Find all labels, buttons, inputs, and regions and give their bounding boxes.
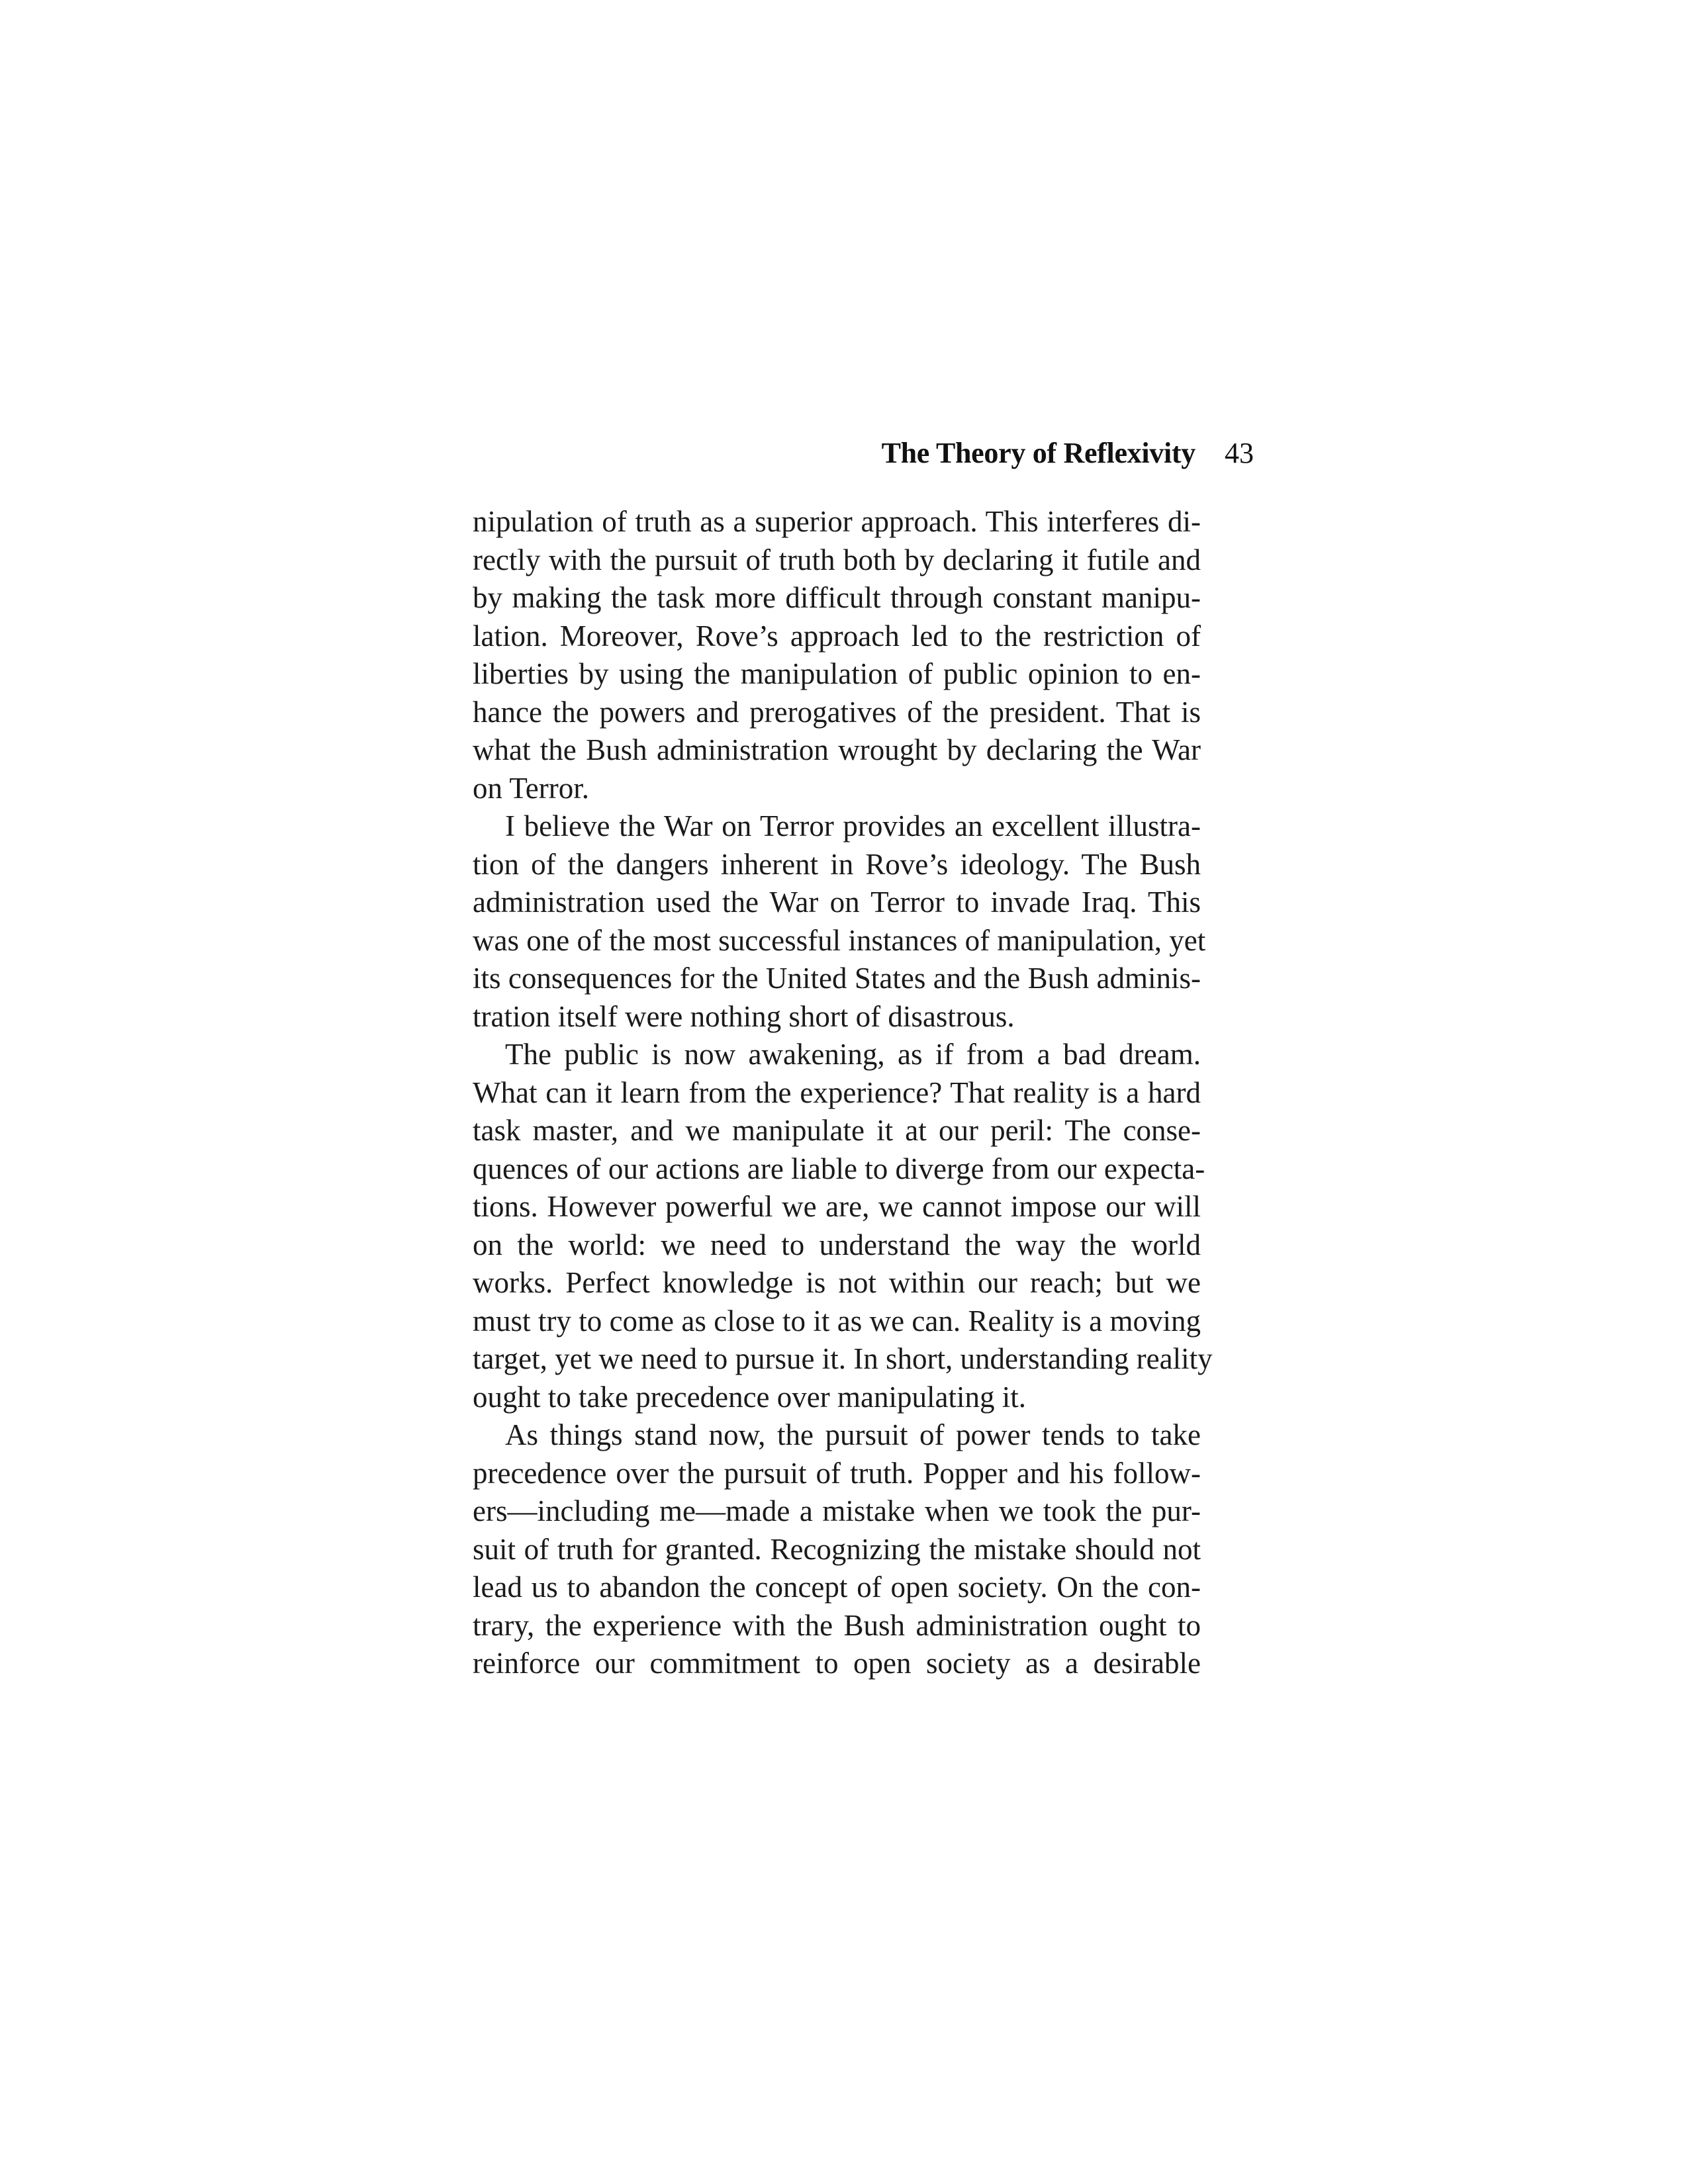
text-line: by making the task more difficult through constant manipu- xyxy=(473,581,1201,614)
text-line: was one of the most successful instances of manipulation, yet xyxy=(473,923,1206,957)
text-line: tration itself were nothing short of disastrous. xyxy=(473,999,1015,1033)
text-line: nipulation of truth as a superior approach. This interferes di- xyxy=(473,505,1201,538)
text-line: administration used the War on Terror to invade Iraq. This xyxy=(473,886,1201,919)
text-line: quences of our actions are liable to diverge from our expecta- xyxy=(473,1152,1205,1185)
text-line: What can it learn from the experience? That reality is a hard xyxy=(473,1075,1201,1109)
text-line: hance the powers and prerogatives of the president. That is xyxy=(473,695,1201,729)
text-line: tions. However powerful we are, we cannot impose our will xyxy=(473,1190,1201,1223)
text-line: rectly with the pursuit of truth both by declaring it futile and xyxy=(473,543,1201,576)
text-line: what the Bush administration wrought by declaring the War xyxy=(473,733,1201,766)
text-line: on the world: we need to understand the way the world xyxy=(473,1228,1201,1261)
text-line: on Terror. xyxy=(473,771,589,805)
text-line: task master, and we manipulate it at our peril: The conse- xyxy=(473,1114,1201,1147)
text-line: lead us to abandon the concept of open society. On the con- xyxy=(473,1570,1201,1604)
text-line: tion of the dangers inherent in Rove’s ideology. The Bush xyxy=(473,847,1201,881)
text-line: its consequences for the United States and the Bush adminis- xyxy=(473,962,1201,995)
text-line: reinforce our commitment to open society as a desirable xyxy=(473,1647,1201,1680)
text-line: The public is now awakening, as if from a bad dream. xyxy=(505,1038,1201,1071)
text-line: target, yet we need to pursue it. In short, understanding reality xyxy=(473,1342,1213,1375)
text-line: precedence over the pursuit of truth. Popper and his follow- xyxy=(473,1456,1201,1490)
text-line: ought to take precedence over manipulating it. xyxy=(473,1380,1026,1414)
text-line: As things stand now, the pursuit of power tends to take xyxy=(505,1418,1201,1451)
text-line: suit of truth for granted. Recognizing the mistake should not xyxy=(473,1532,1201,1566)
running-title: The Theory of Reflexivity xyxy=(881,437,1196,469)
text-line: lation. Moreover, Rove’s approach led to the restriction of xyxy=(473,619,1201,653)
running-head xyxy=(473,430,1254,477)
text-line: works. Perfect knowledge is not within our reach; but we xyxy=(473,1266,1201,1299)
page-number: 43 xyxy=(1225,437,1254,469)
text-line: ers—including me—made a mistake when we took the pur- xyxy=(473,1494,1201,1527)
body-text xyxy=(473,503,1213,1683)
text-line: trary, the experience with the Bush administration ought to xyxy=(473,1608,1201,1642)
text-line: liberties by using the manipulation of public opinion to en- xyxy=(473,657,1201,690)
text-line: I believe the War on Terror provides an excellent illustra- xyxy=(505,809,1201,842)
text-line: must try to come as close to it as we can. Reality is a moving xyxy=(473,1304,1201,1338)
